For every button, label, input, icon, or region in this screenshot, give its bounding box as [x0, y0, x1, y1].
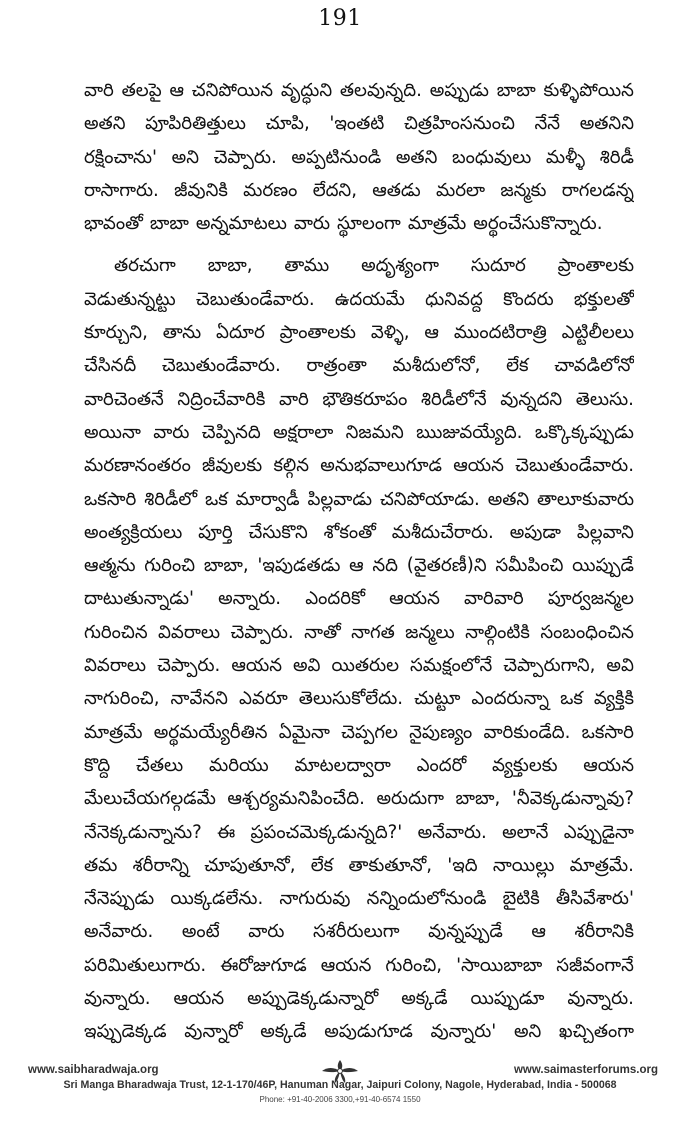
text-line: మాత్రమే అర్థమయ్యేరీతిన ఏమైనా చెప్పగల నైపుణ్యం వారికుండేది. ఒకసారి [84, 721, 634, 743]
page-number: 191 [318, 6, 362, 31]
text-line: తరచుగా బాబా, తాము అదృశ్యంగా సుదూర ప్రాంతాలకు [114, 255, 634, 277]
text-line: అతని పూపిరితిత్తులు చూపి, 'ఇంతటి చిత్రహింసనుంచి నేనే అతనిని [84, 113, 634, 135]
text-line: అనేవారు. అంటే వారు సశరీరులుగా వున్నప్పుడే ఆ శరీరానికి [84, 921, 634, 943]
text-line: అంత్యక్రియలు పూర్తి చేసుకొని శోకంతో మశీదుచేరారు. అపుడా పిల్లవాని [84, 521, 634, 543]
text-line: ఆత్మను గురించి బాబా, 'ఇపుడతడు ఆ నది (వైతరణీ)ని సమీపించి యిప్పుడే [84, 555, 634, 577]
text-line: తమ శరీరాన్ని చూపుతూనో, లేక తాకుతూనో, 'ఇది నాయిల్లు మాత్రమే. [84, 854, 634, 876]
body-text [84, 74, 634, 1049]
text-line: వున్నారు. ఆయన అప్పుడెక్కడున్నారో అక్కడే యిప్పుడూ వున్నారు. [84, 988, 634, 1010]
text-line: రాసాగారు. జీవునికి మరణం లేదని, ఆతడు మరలా జన్మకు రాగలడన్న [84, 179, 634, 201]
paragraph-gap [84, 240, 634, 249]
text-line: రక్షించాను' అని చెప్పారు. అప్పటినుండి అతని బంధువులు మళ్ళీ శిరిడీ [84, 146, 634, 168]
text-line: వెడుతున్నట్టు చెబుతుండేవారు. ఉదయమే ధునివద్ద కొందరు భక్తులతో [84, 288, 634, 310]
text-line: భావంతో బాబా అన్నమాటలు వారు స్థూలంగా మాత్రమే అర్థంచేసుకొన్నారు. [84, 213, 603, 235]
text-line: అయినా వారు చెప్పినది అక్షరాలా నిజమని ఋజువయ్యేది. ఒక్కొక్కప్పుడు [84, 421, 634, 443]
footer-left-url[interactable]: www.saibharadwaja.org [28, 1064, 159, 1076]
text-line: నేనెప్పుడు యిక్కడలేను. నాగురువు నన్నిందులోనుండి బైటికి తీసివేశారు' [84, 888, 634, 910]
text-line: చేసినదీ చెబుతుండేవారు. రాత్రంతా మశీదులోనో, లేక చావడిలోనో [84, 355, 634, 377]
text-line: ఇప్పుడెక్కడ వున్నారో అక్కడే అపుడుగూడ వున్నారు' అని ఖచ్చితంగా [84, 1021, 634, 1043]
text-line: వారిచెంతనే నిద్రించేవారికి వారి భౌతికరూపం శిరిడీలోనే వున్నదని తెలుసు. [84, 388, 634, 410]
text-line: వారి తలపై ఆ చనిపోయిన వృద్ధుని తలవున్నది. అప్పుడు బాబా కుళ్ళిపోయిన [84, 80, 634, 101]
text-line: కొద్ది చేతలు మరియు మాటలద్వారా ఎందరో వ్యక్తులకు ఆయన [84, 754, 634, 776]
text-line: వివరాలు చెప్పారు. ఆయన అవి యితరుల సమక్షంలోనే చెప్పారుగాని, అవి [84, 655, 634, 677]
footer-right-url[interactable]: www.saimasterforums.org [513, 1064, 658, 1076]
text-line: పరిమితులుగారు. ఈరోజుగూడ ఆయన గురించి, 'సాయిబాబా సజీవంగానే [84, 954, 634, 976]
footer-phone: Phone: +91-40-2006 3300,+91-40-6574 1550 [259, 1095, 421, 1104]
text-line: గురించిన వివరాలు చెప్పారు. నాతో నాగత జన్మలు నాల్గింటికి సంబంధించిన [84, 621, 634, 643]
footer [0, 1064, 680, 1122]
text-line: దాటుతున్నాడు' అన్నారు. ఎందరికో ఆయన వారివారి పూర్వజన్మల [84, 588, 634, 610]
text-line: కూర్చుని, తాను ఏదూర ప్రాంతాలకు వెళ్ళి, ఆ ముందటిరాత్రి ఎట్టిలీలలు [84, 322, 634, 344]
text-line: ఒకసారి శిరిడీలో ఒక మార్వాడీ పిల్లవాడు చనిపోయాడు. అతని తాలూకువారు [84, 488, 634, 510]
text-line: మేలుచేయగల్గడమే ఆశ్చర్యమనిపించేది. అరుదుగా బాబా, 'నీవెక్కడున్నావు? [84, 788, 634, 810]
text-line: నాగురించి, నావేనని ఎవరూ తెలుసుకోలేదు. చుట్టూ ఎందరున్నా ఒక వ్యక్తికి [84, 688, 634, 710]
text-line: నేనెక్కడున్నాను? ఈ ప్రపంచమెక్కడున్నది?' అనేవారు. అలానే ఎప్పుడైనా [84, 821, 634, 843]
text-line: మరణానంతరం జీవులకు కల్గిన అనుభవాలుగూడ ఆయన చెబుతుండేవారు. [84, 455, 634, 477]
footer-trust-address: Sri Manga Bharadwaja Trust, 12-1-170/46P, Hanuman Nagar, Jaipuri Colony, Nagole, Hyderabad, India - 500068 [63, 1079, 617, 1091]
